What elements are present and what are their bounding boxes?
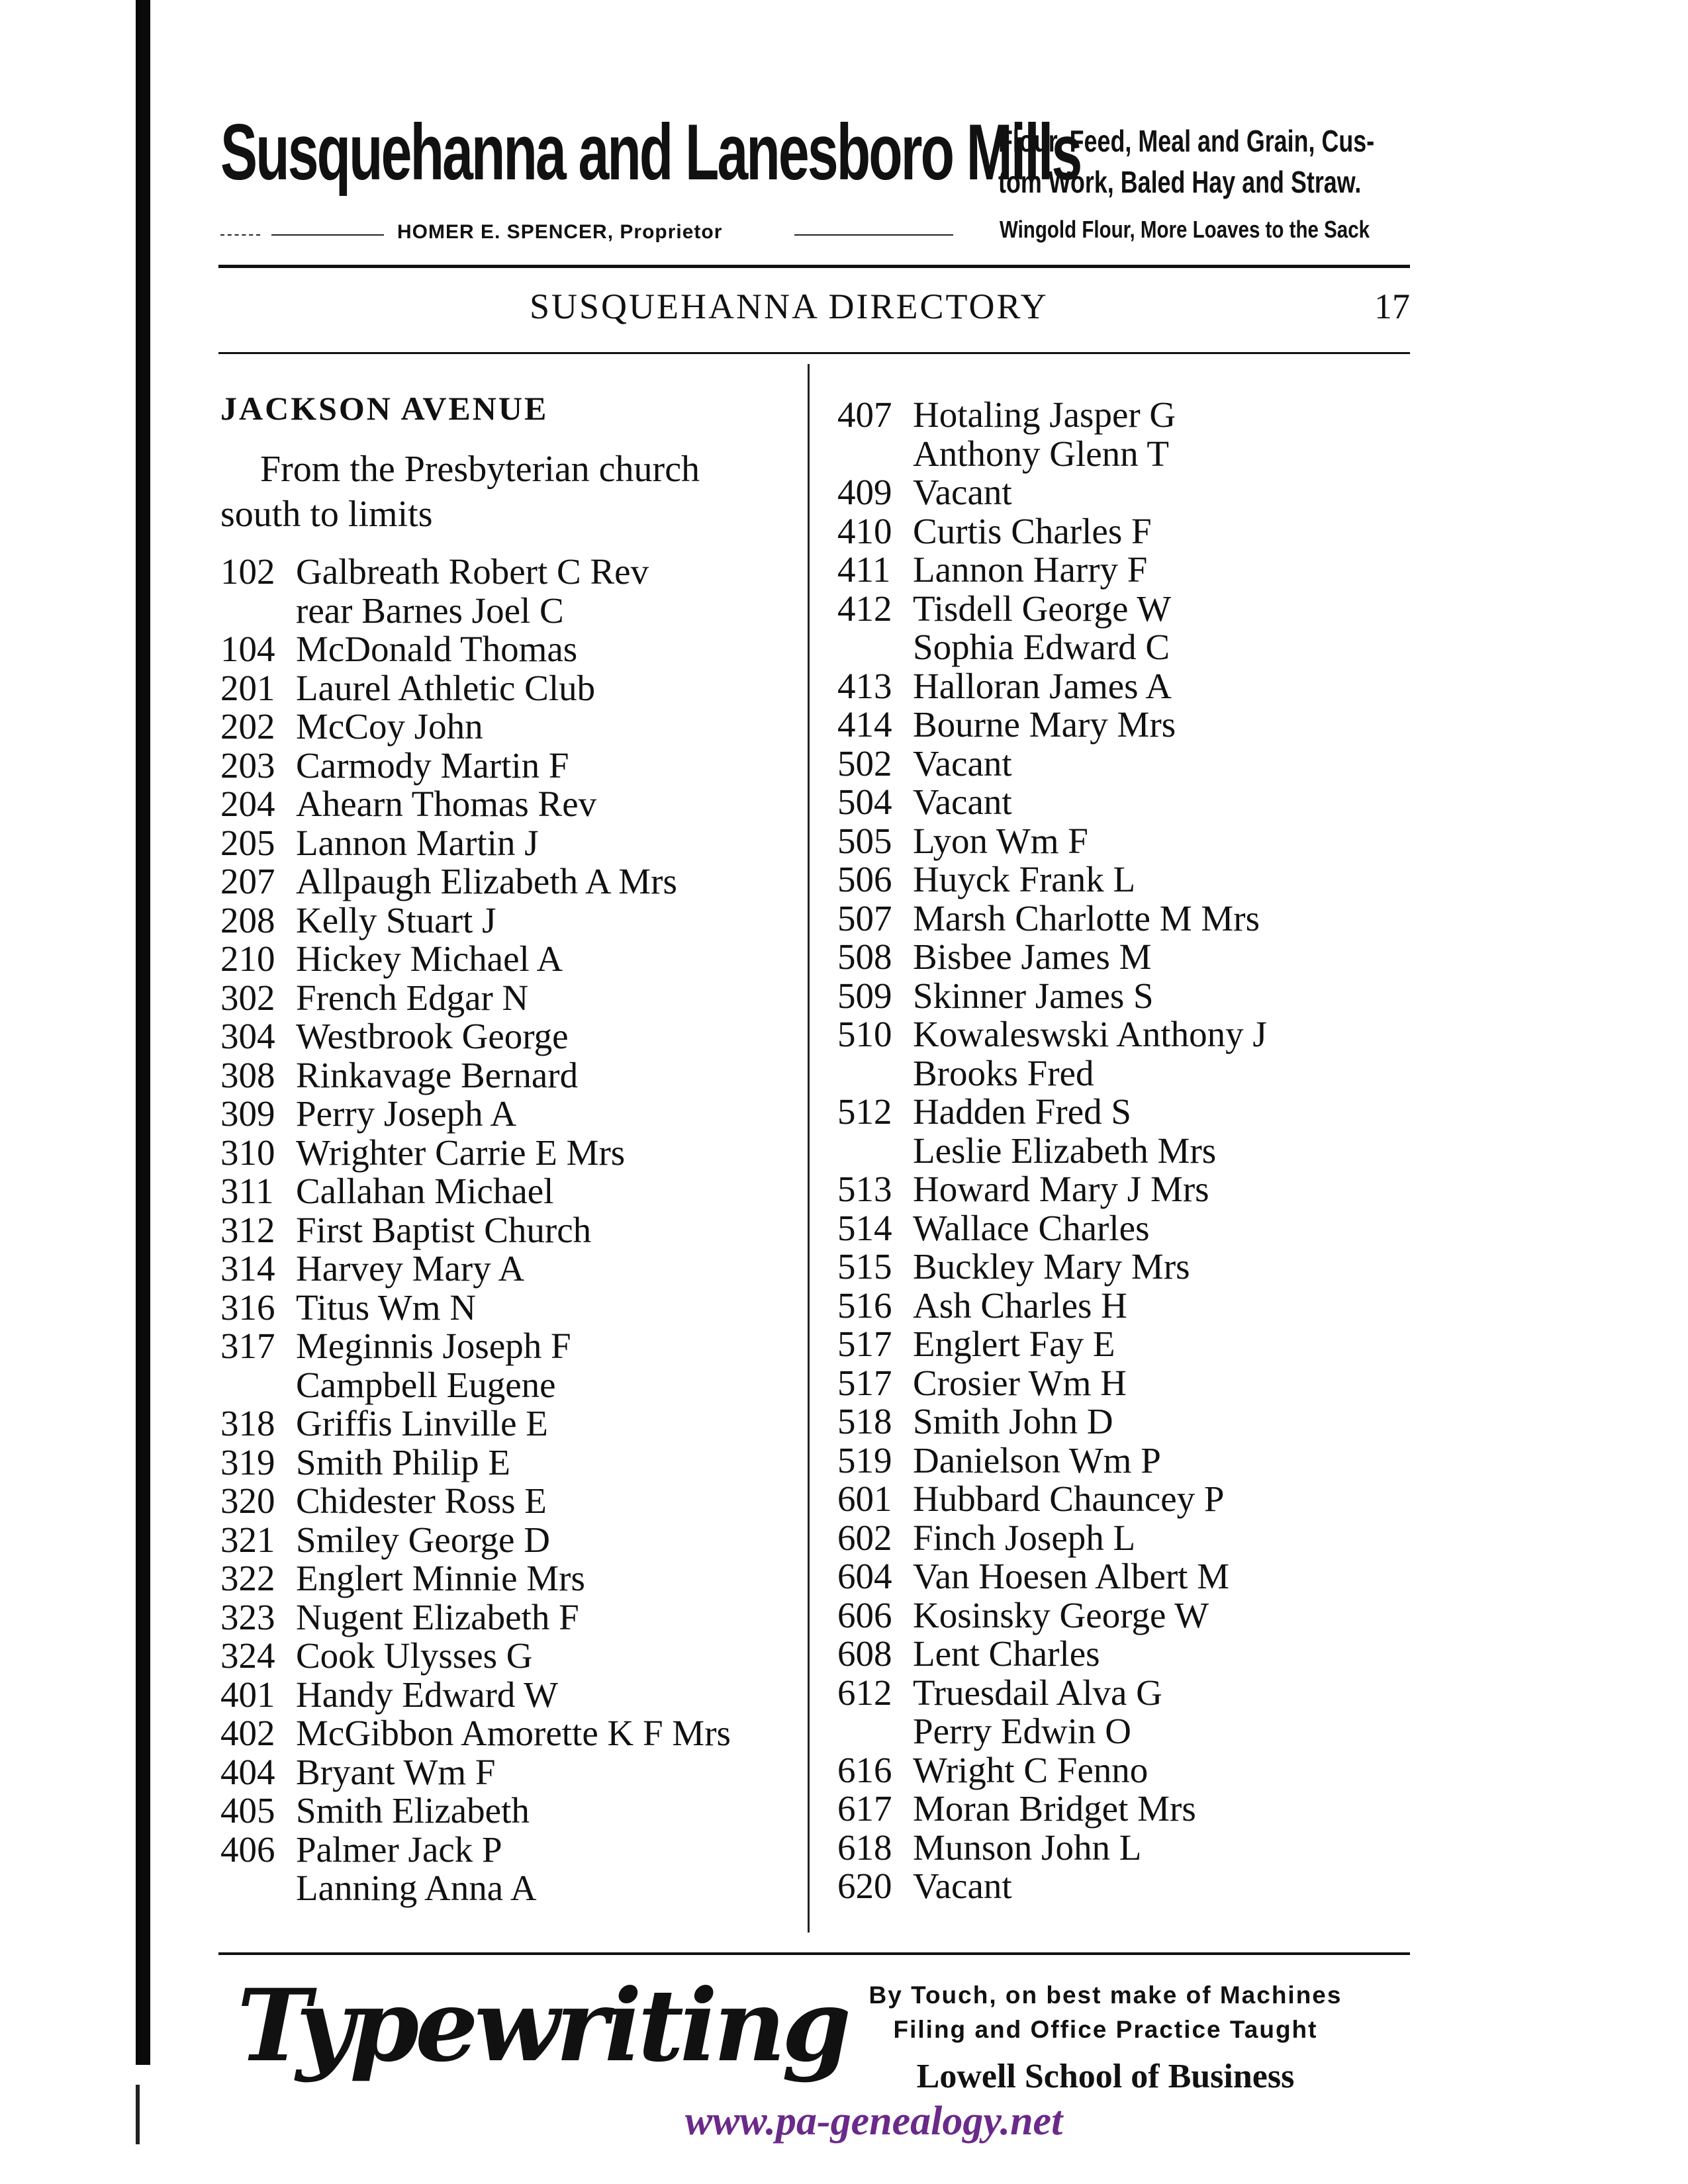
- directory-entry: [220, 1559, 816, 1598]
- resident-name: Van Hoesen Albert M: [913, 1556, 1230, 1596]
- resident-name: Handy Edward W: [296, 1674, 559, 1715]
- directory-entry: [220, 553, 816, 592]
- house-number: 210: [220, 938, 275, 979]
- house-number: 608: [837, 1633, 892, 1674]
- house-number: 604: [837, 1556, 892, 1596]
- house-number: 314: [220, 1248, 275, 1289]
- house-number: 310: [220, 1132, 275, 1173]
- house-number: 324: [220, 1635, 275, 1676]
- directory-entry: [837, 1170, 1433, 1209]
- house-number: 405: [220, 1790, 275, 1831]
- house-number: 516: [837, 1285, 892, 1326]
- directory-entry: [837, 1015, 1433, 1054]
- house-number: 204: [220, 784, 275, 824]
- resident-name: Harvey Mary A: [296, 1248, 525, 1289]
- directory-entry: [220, 1753, 816, 1792]
- directory-entry: [220, 1676, 816, 1715]
- resident-name: Buckley Mary Mrs: [913, 1246, 1190, 1287]
- house-number: 404: [220, 1751, 275, 1792]
- house-number: 317: [220, 1326, 275, 1366]
- resident-name: Vacant: [913, 743, 1012, 784]
- resident-name: Munson John L: [913, 1827, 1142, 1868]
- directory-entry: [220, 1443, 816, 1482]
- directory-entry: [837, 1596, 1433, 1635]
- directory-entry: [220, 1250, 816, 1289]
- resident-name: Westbrook George: [296, 1016, 569, 1056]
- house-number: 411: [837, 549, 891, 590]
- directory-entry: [837, 512, 1433, 551]
- directory-entry: [837, 1557, 1433, 1596]
- directory-entry: [220, 901, 816, 940]
- directory-entry: [837, 899, 1433, 938]
- resident-name: Englert Minnie Mrs: [296, 1558, 585, 1598]
- directory-entry: [837, 1790, 1433, 1829]
- directory-entry: [837, 1480, 1433, 1519]
- directory-entry: [837, 667, 1433, 706]
- house-number: 502: [837, 743, 892, 784]
- resident-name: Chidester Ross E: [296, 1480, 547, 1521]
- house-number: 515: [837, 1246, 892, 1287]
- title-rule: [218, 352, 1410, 354]
- directory-entry: [220, 1172, 816, 1211]
- resident-name: Curtis Charles F: [913, 510, 1152, 551]
- house-number: 414: [837, 704, 892, 745]
- directory-entry: [837, 1209, 1433, 1248]
- house-number: 507: [837, 897, 892, 938]
- resident-name: Kowaleswski Anthony J: [913, 1014, 1267, 1054]
- directory-entry: [220, 1211, 816, 1250]
- resident-name: Rinkavage Bernard: [296, 1054, 579, 1095]
- house-number: 323: [220, 1596, 275, 1637]
- house-number: 319: [220, 1441, 275, 1482]
- mill-name: Susquehanna and Lanesboro Mills: [220, 108, 1081, 197]
- directory-entry: [220, 1482, 816, 1521]
- proprietor: HOMER E. SPENCER, Proprietor: [397, 221, 723, 243]
- directory-title: SUSQUEHANNA DIRECTORY: [530, 287, 1049, 326]
- directory-entry: [220, 1017, 816, 1056]
- directory-entry: [837, 396, 1433, 435]
- house-number: 104: [220, 629, 275, 669]
- resident-name: Smith Philip E: [296, 1441, 510, 1482]
- directory-entry: [220, 669, 816, 708]
- house-number: 513: [837, 1169, 892, 1209]
- directory-entry: [220, 1327, 816, 1366]
- street-name: JACKSON AVENUE: [220, 390, 549, 427]
- directory-entry: [220, 940, 816, 979]
- resident-name: Griffis Linville E: [296, 1403, 548, 1443]
- resident-name: Perry Edwin O: [913, 1711, 1131, 1751]
- directory-entry: [837, 590, 1433, 629]
- resident-name: French Edgar N: [296, 977, 529, 1018]
- directory-entry: [837, 1519, 1433, 1558]
- resident-name: Leslie Elizabeth Mrs: [913, 1130, 1217, 1171]
- house-number: 517: [837, 1324, 892, 1364]
- directory-entry: [837, 473, 1433, 512]
- mill-products: [998, 120, 1422, 203]
- directory-entry: [220, 630, 816, 669]
- resident-name: McGibbon Amorette K F Mrs: [296, 1713, 731, 1753]
- resident-name: Callahan Michael: [296, 1171, 554, 1211]
- house-number: 519: [837, 1439, 892, 1480]
- resident-name: Galbreath Robert C Rev: [296, 551, 649, 592]
- house-number: 304: [220, 1016, 275, 1056]
- directory-entry: [220, 747, 816, 786]
- resident-name: Palmer Jack P: [296, 1829, 502, 1870]
- resident-name: Ash Charles H: [913, 1285, 1127, 1326]
- resident-name: Brooks Fred: [913, 1052, 1094, 1093]
- directory-entry: [837, 435, 1433, 474]
- directory-entry: [837, 628, 1433, 667]
- resident-name: Hubbard Chauncey P: [913, 1479, 1225, 1519]
- house-number: 506: [837, 859, 892, 899]
- resident-name: Perry Joseph A: [296, 1093, 517, 1134]
- house-number: 612: [837, 1672, 892, 1713]
- house-number: 309: [220, 1093, 275, 1134]
- school-name: Lowell School of Business: [916, 2058, 1295, 2095]
- directory-entry: [220, 979, 816, 1018]
- resident-name: Nugent Elizabeth F: [296, 1596, 579, 1637]
- resident-name: Tisdell George W: [913, 588, 1172, 629]
- street-description-line2: south to limits: [220, 494, 433, 535]
- house-number: 208: [220, 899, 275, 940]
- resident-name: Crosier Wm H: [913, 1362, 1127, 1403]
- directory-entry: [837, 705, 1433, 745]
- resident-name: Finch Joseph L: [913, 1517, 1136, 1558]
- house-number: 412: [837, 588, 892, 629]
- proprietor-rule-left: [271, 234, 384, 236]
- house-number: 617: [837, 1788, 892, 1829]
- directory-entry: [220, 824, 816, 863]
- house-number: 409: [837, 472, 892, 512]
- directory-entry: [837, 1054, 1433, 1093]
- street-description-line1: From the Presbyterian church: [260, 449, 700, 490]
- resident-name: Hickey Michael A: [296, 938, 563, 979]
- resident-name: Howard Mary J Mrs: [913, 1169, 1209, 1209]
- directory-entry: [220, 1056, 816, 1095]
- directory-entry: [837, 1867, 1433, 1906]
- resident-name: Ahearn Thomas Rev: [296, 784, 597, 824]
- resident-name: Campbell Eugene: [296, 1364, 556, 1405]
- house-number: 406: [220, 1829, 275, 1870]
- resident-name: Moran Bridget Mrs: [913, 1788, 1196, 1829]
- directory-entry: [220, 1366, 816, 1405]
- house-number: 602: [837, 1517, 892, 1558]
- house-number: 505: [837, 820, 892, 861]
- resident-name: Truesdail Alva G: [913, 1672, 1162, 1713]
- footer-line2: Filing and Office Practice Taught: [893, 2016, 1318, 2043]
- page-binding-mark: [136, 2085, 140, 2144]
- directory-entry: [837, 1287, 1433, 1326]
- resident-name: Marsh Charlotte M Mrs: [913, 897, 1260, 938]
- directory-entry: [837, 938, 1433, 977]
- directory-entry: [837, 1674, 1433, 1713]
- directory-entry: [837, 977, 1433, 1016]
- house-number: 616: [837, 1749, 892, 1790]
- house-number: 509: [837, 975, 892, 1016]
- resident-name: Kelly Stuart J: [296, 899, 496, 940]
- directory-entry: [837, 1325, 1433, 1364]
- house-number: 312: [220, 1209, 275, 1250]
- right-entries: [837, 396, 1433, 1906]
- resident-name: Hotaling Jasper G: [913, 394, 1176, 435]
- resident-name: Smiley George D: [296, 1519, 550, 1560]
- directory-entry: [837, 1441, 1433, 1480]
- house-number: 504: [837, 782, 892, 822]
- resident-name: Bourne Mary Mrs: [913, 704, 1176, 745]
- house-number: 510: [837, 1014, 892, 1054]
- directory-entry: [220, 1289, 816, 1328]
- resident-name: McDonald Thomas: [296, 629, 578, 669]
- resident-name: Vacant: [913, 472, 1012, 512]
- resident-name: Meginnis Joseph F: [296, 1326, 571, 1366]
- house-number: 205: [220, 822, 275, 863]
- resident-name: Vacant: [913, 1866, 1012, 1906]
- house-number: 308: [220, 1054, 275, 1095]
- resident-name: Huyck Frank L: [913, 859, 1136, 899]
- directory-entry: [220, 785, 816, 824]
- resident-name: Vacant: [913, 782, 1012, 822]
- directory-entry: [220, 592, 816, 631]
- street-description: [220, 447, 803, 537]
- directory-entry: [837, 1093, 1433, 1132]
- website-watermark: www.pa-genealogy.net: [684, 2099, 1063, 2144]
- directory-entry: [220, 1598, 816, 1637]
- resident-name: Lannon Martin J: [296, 822, 539, 863]
- house-number: 318: [220, 1403, 275, 1443]
- footer-line1: By Touch, on best make of Machines: [868, 1981, 1342, 2009]
- resident-name: Titus Wm N: [296, 1287, 477, 1328]
- directory-entry: [837, 822, 1433, 861]
- house-number: 203: [220, 745, 275, 786]
- resident-name: Smith John D: [913, 1401, 1113, 1441]
- house-number: 102: [220, 551, 275, 592]
- resident-name: Allpaugh Elizabeth A Mrs: [296, 861, 677, 901]
- resident-name: Carmody Martin F: [296, 745, 569, 786]
- directory-entry: [837, 1712, 1433, 1751]
- resident-name: Kosinsky George W: [913, 1594, 1209, 1635]
- directory-entry: [837, 551, 1433, 590]
- house-number: 320: [220, 1480, 275, 1521]
- directory-entry: [220, 1831, 816, 1870]
- house-number: 407: [837, 394, 892, 435]
- typewriting-logo: Typewriting: [237, 1968, 847, 2084]
- resident-name: Halloran James A: [913, 665, 1172, 706]
- page-binding-edge: [136, 0, 150, 2065]
- directory-entry: [837, 1829, 1433, 1868]
- directory-entry: [837, 1248, 1433, 1287]
- directory-entry: [220, 1521, 816, 1560]
- resident-name: Wright C Fenno: [913, 1749, 1149, 1790]
- resident-name: Hadden Fred S: [913, 1091, 1131, 1132]
- house-number: 201: [220, 667, 275, 708]
- directory-entry: [220, 1714, 816, 1753]
- house-number: 321: [220, 1519, 275, 1560]
- resident-name: Anthony Glenn T: [913, 433, 1170, 474]
- directory-entry: [220, 1637, 816, 1676]
- header-rule: [218, 265, 1410, 268]
- resident-name: Danielson Wm P: [913, 1439, 1161, 1480]
- house-number: 322: [220, 1558, 275, 1598]
- directory-entry: [220, 1792, 816, 1831]
- house-number: 401: [220, 1674, 275, 1715]
- proprietor-dash: [220, 234, 260, 236]
- mill-products-line2: tom Work, Baled Hay and Straw.: [998, 165, 1362, 199]
- resident-name: Bryant Wm F: [296, 1751, 496, 1792]
- house-number: 618: [837, 1827, 892, 1868]
- left-entries: [220, 553, 816, 1908]
- mill-products-line1: Flour, Feed, Meal and Grain, Cus-: [998, 124, 1375, 158]
- resident-name: Wallace Charles: [913, 1207, 1150, 1248]
- directory-entry: [837, 1132, 1433, 1171]
- house-number: 311: [220, 1171, 274, 1211]
- directory-entry: [837, 745, 1433, 784]
- directory-entry: [220, 1404, 816, 1443]
- directory-entry: [837, 1364, 1433, 1403]
- resident-name: Cook Ulysses G: [296, 1635, 533, 1676]
- house-number: 518: [837, 1401, 892, 1441]
- house-number: 316: [220, 1287, 275, 1328]
- resident-name: Laurel Athletic Club: [296, 667, 596, 708]
- resident-name: Skinner James S: [913, 975, 1154, 1016]
- resident-name: Englert Fay E: [913, 1324, 1115, 1364]
- resident-name: Lent Charles: [913, 1633, 1100, 1674]
- directory-entry: [220, 707, 816, 747]
- resident-name: Wrighter Carrie E Mrs: [296, 1132, 626, 1173]
- directory-entry: [837, 860, 1433, 899]
- directory-entry: [220, 1134, 816, 1173]
- resident-name: First Baptist Church: [296, 1209, 592, 1250]
- directory-entry: [837, 783, 1433, 822]
- resident-name: Sophia Edward C: [913, 627, 1170, 667]
- resident-name: Lyon Wm F: [913, 820, 1088, 861]
- house-number: 512: [837, 1091, 892, 1132]
- house-number: 606: [837, 1594, 892, 1635]
- house-number: 410: [837, 510, 892, 551]
- resident-name: Lannon Harry F: [913, 549, 1148, 590]
- resident-name: rear Barnes Joel C: [296, 590, 564, 631]
- house-number: 202: [220, 706, 275, 747]
- resident-name: Bisbee James M: [913, 936, 1152, 977]
- directory-entry: [837, 1402, 1433, 1441]
- directory-entry: [220, 1095, 816, 1134]
- resident-name: Lanning Anna A: [296, 1868, 537, 1908]
- proprietor-rule-right: [794, 234, 953, 236]
- directory-entry: [837, 1635, 1433, 1674]
- directory-entry: [220, 862, 816, 901]
- footer-rule: [218, 1952, 1410, 1955]
- house-number: 601: [837, 1479, 892, 1519]
- house-number: 302: [220, 977, 275, 1018]
- resident-name: Smith Elizabeth: [296, 1790, 530, 1831]
- directory-entry: [220, 1869, 816, 1908]
- house-number: 413: [837, 665, 892, 706]
- directory-entry: [837, 1751, 1433, 1790]
- house-number: 402: [220, 1713, 275, 1753]
- house-number: 207: [220, 861, 275, 901]
- house-number: 514: [837, 1207, 892, 1248]
- mill-slogan: Wingold Flour, More Loaves to the Sack: [1000, 216, 1370, 243]
- house-number: 517: [837, 1362, 892, 1403]
- resident-name: McCoy John: [296, 706, 483, 747]
- house-number: 508: [837, 936, 892, 977]
- page-number: 17: [1374, 287, 1410, 326]
- house-number: 620: [837, 1866, 892, 1906]
